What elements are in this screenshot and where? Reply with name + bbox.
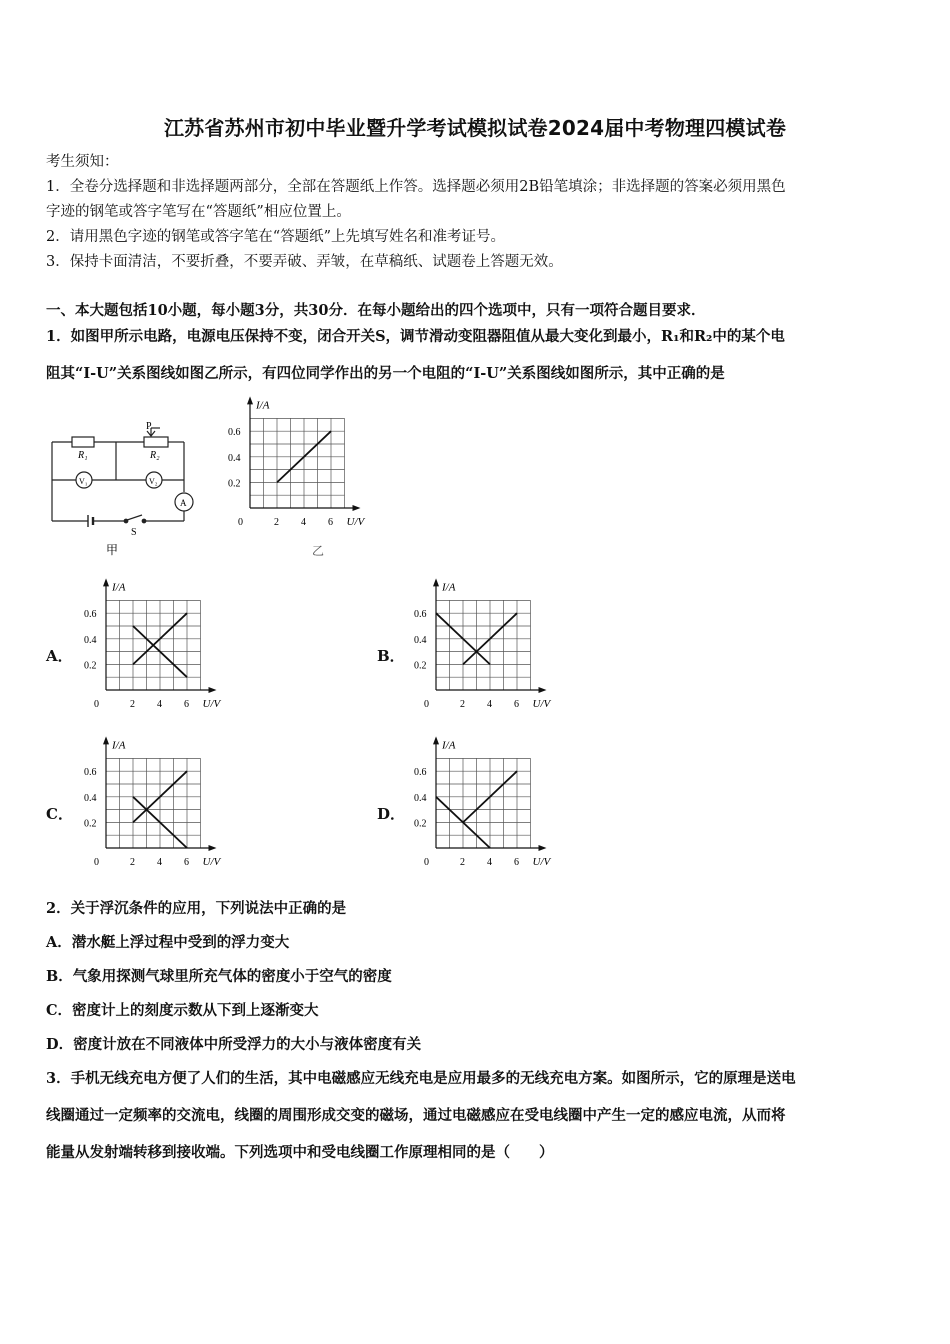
y-tick-label: 0.6 [414,609,427,621]
x-tick-label: 6 [328,517,333,528]
x-tick-label: 4 [487,699,492,710]
caption-jia: 甲 [106,543,119,557]
y-tick-label: 0.6 [414,767,427,779]
x-axis-label: U/V [532,856,551,868]
x-tick-label: 4 [487,857,492,868]
q3-stem-line-1: 3．手机无线充电方便了人们的生活，其中电磁感应无线充电是应用最多的无线充电方案。如图所示，它的原理是送电 [46,1070,796,1087]
y-tick-label: 0.4 [414,634,427,646]
option-d-label[interactable]: D． [377,805,406,823]
x-axis-arrow [539,687,547,693]
y-axis-label: I/A [442,581,456,594]
x-tick-label: 0 [424,699,429,710]
label-v1: V₁ [79,477,88,486]
x-tick-label: 4 [301,517,306,528]
x-axis-label: U/V [202,856,221,868]
q3-stem-line-2: 线圈通过一定频率的交流电，线圈的周围形成交变的磁场，通过电磁感应在受电线圈中产生一定的感应电流，从而将 [46,1107,786,1124]
circuit-diagram-jia [44,418,204,563]
x-tick-label: 2 [460,699,465,710]
y-axis-label: I/A [442,739,456,752]
x-tick-label: 4 [157,857,162,868]
graph-yi [222,394,382,554]
y-axis-arrow [433,736,439,744]
x-tick-label: 0 [424,857,429,868]
q2-option-a[interactable]: A．潜水艇上浮过程中受到的浮力变大 [46,934,290,951]
page-title: 江苏省苏州市初中毕业暨升学考试模拟试卷2024届中考物理四模试卷 [163,116,787,140]
q2-stem: 2．关于浮沉条件的应用，下列说法中正确的是 [46,900,347,917]
switch [127,515,142,520]
x-tick-label: 6 [514,857,519,868]
y-tick-label: 0.6 [228,427,241,439]
x-tick-label: 2 [274,517,279,528]
x-tick-label: 6 [184,699,189,710]
option-a-label[interactable]: A． [46,647,73,665]
y-tick-label: 0.2 [228,478,241,490]
y-tick-label: 0.2 [84,660,97,672]
x-tick-label: 0 [94,857,99,868]
y-tick-label: 0.2 [84,818,97,830]
notice-heading: 考生须知： [46,154,119,170]
label-v2: V₂ [149,477,158,486]
x-tick-label: 2 [130,857,135,868]
y-tick-label: 0.6 [84,609,97,621]
y-tick-label: 0.2 [414,660,427,672]
x-tick-label: 0 [238,517,243,528]
label-r2: R₂ [150,450,160,461]
resistor-r1 [72,437,94,447]
x-tick-label: 2 [460,857,465,868]
q2-option-b[interactable]: B．气象用探测气球里所充气体的密度小于空气的密度 [46,968,392,985]
x-axis-arrow [539,845,547,851]
x-axis-arrow [209,687,217,693]
y-axis-arrow [103,736,109,744]
q1-stem-line-1: 1．如图甲所示电路，电源电压保持不变，闭合开关S，调节滑动变阻器阻值从最大变化到最小，R₁和R₂中的某个电 [46,328,785,345]
graph-option-a [78,576,238,711]
x-axis-label: U/V [202,698,221,710]
x-axis-arrow [353,505,361,511]
y-axis-label: I/A [256,399,270,412]
q3-stem-line-3: 能量从发射端转移到接收端。下列选项中和受电线圈工作原理相同的是（ ） [46,1144,554,1161]
y-tick-label: 0.4 [84,634,97,646]
graph-option-b [408,576,568,711]
y-axis-label: I/A [112,581,126,594]
notice-line-3: 3．保持卡面清洁，不要折叠，不要弄破、弄皱，在草稿纸、试题卷上答题无效。 [46,254,563,270]
caption-yi: 乙 [312,544,325,558]
label-s: S [131,527,137,538]
notice-line-2: 2．请用黑色字迹的钢笔或答字笔在“答题纸”上先填写姓名和准考证号。 [46,229,506,245]
x-axis-arrow [209,845,217,851]
notice-line-1b: 字迹的钢笔或答字笔写在“答题纸”相应位置上。 [46,204,351,220]
option-c-label[interactable]: C． [46,805,73,823]
graph-option-c [78,734,238,869]
x-tick-label: 6 [514,699,519,710]
y-axis-arrow [247,396,253,404]
y-tick-label: 0.2 [414,818,427,830]
y-tick-label: 0.4 [414,792,427,804]
resistor-r2 [144,437,168,447]
graph-option-d [408,734,568,869]
q2-option-c[interactable]: C．密度计上的刻度示数从下到上逐渐变大 [46,1002,319,1019]
x-axis-label: U/V [346,516,365,528]
label-a: A [180,498,187,508]
x-axis-label: U/V [532,698,551,710]
label-p: P [146,421,152,432]
section-heading: 一、本大题包括10小题，每小题3分，共30分．在每小题给出的四个选项中，只有一项符合题目要求． [46,302,706,319]
y-tick-label: 0.6 [84,767,97,779]
notice-line-1a: 1．全卷分选择题和非选择题两部分，全部在答题纸上作答。选择题必须用2B铅笔填涂；非选择题的答案必须用黑色 [46,179,786,195]
option-b-label[interactable]: B． [377,647,405,665]
x-tick-label: 0 [94,699,99,710]
y-axis-arrow [433,578,439,586]
y-tick-label: 0.4 [84,792,97,804]
q1-stem-line-2: 阻其“I-U”关系图线如图乙所示，有四位同学作出的另一个电阻的“I-U”关系图线如图所示，其中正确的是 [46,365,725,382]
x-tick-label: 4 [157,699,162,710]
y-axis-arrow [103,578,109,586]
y-tick-label: 0.4 [228,452,241,464]
q2-option-d[interactable]: D．密度计放在不同液体中所受浮力的大小与液体密度有关 [46,1036,422,1053]
y-axis-label: I/A [112,739,126,752]
x-tick-label: 2 [130,699,135,710]
label-r1: R₁ [78,450,88,461]
x-tick-label: 6 [184,857,189,868]
